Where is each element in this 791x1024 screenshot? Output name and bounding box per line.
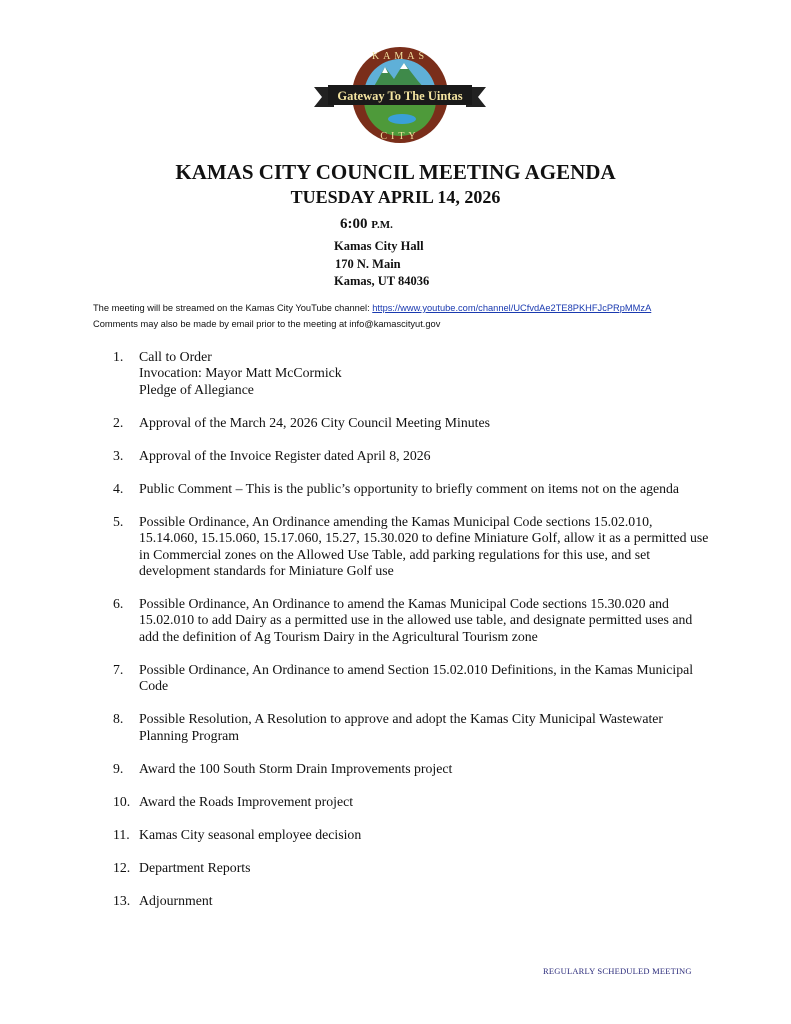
- agenda-item-line: Pledge of Allegiance: [139, 381, 254, 397]
- agenda-item: [113, 860, 713, 876]
- agenda-item: [113, 481, 713, 497]
- agenda-item-text: [139, 827, 361, 843]
- agenda-item-number: 13.: [113, 892, 131, 908]
- agenda-item-text: [139, 794, 353, 810]
- email-note: Comments may also be made by email prior to the meeting at info@kamascityut.gov: [93, 319, 441, 329]
- agenda-item: [113, 662, 713, 695]
- agenda-item-text: [139, 415, 490, 431]
- agenda-item-text: [139, 711, 713, 744]
- agenda-item-line: Possible Resolution, A Resolution to approve and adopt the Kamas City Municipal Wastewater Planning Program: [139, 711, 663, 743]
- logo-bottom-text: CITY: [380, 131, 420, 142]
- agenda-item: [113, 893, 713, 909]
- stream-text: The meeting will be streamed on the Kamas City YouTube channel:: [93, 303, 373, 313]
- agenda-item-line: Possible Ordinance, An Ordinance to amend Section 15.02.010 Definitions, in the Kamas Municipal Code: [139, 661, 694, 694]
- agenda-item-line: Kamas City seasonal employee decision: [139, 826, 362, 842]
- logo-top-text: KAMAS: [371, 51, 429, 62]
- agenda-item-text: [139, 860, 251, 876]
- agenda-item-text: [139, 349, 342, 398]
- agenda-item-line: Call to Order: [139, 349, 212, 364]
- agenda-item: [113, 596, 713, 645]
- agenda-item-line: Award the 100 South Storm Drain Improvements project: [139, 760, 453, 776]
- street-address: 170 N. Main: [335, 256, 401, 271]
- agenda-item-line: Invocation: Mayor Matt McCormick: [139, 365, 342, 381]
- agenda-item: [113, 448, 713, 464]
- city-state-zip: Kamas, UT 84036: [334, 274, 430, 288]
- agenda-item-text: [139, 662, 713, 695]
- agenda-item: [113, 827, 713, 843]
- agenda-item-number: 6.: [113, 596, 124, 612]
- kamas-city-logo: [310, 45, 490, 145]
- agenda-item-line: Award the Roads Improvement project: [139, 793, 354, 809]
- youtube-link[interactable]: https://www.youtube.com/channel/UCfvdAe2TE8PKHFJcPRpMMzA: [372, 303, 652, 313]
- meeting-address: [334, 238, 429, 291]
- agenda-item-number: 1.: [113, 349, 124, 364]
- time-value: 6:00: [340, 216, 368, 232]
- page-title: KAMAS CITY COUNCIL MEETING AGENDA: [175, 160, 616, 184]
- agenda-item-text: [139, 893, 213, 909]
- meeting-date: TUESDAY APRIL 14, 2026: [290, 187, 501, 207]
- agenda-item-number: 10.: [113, 793, 131, 809]
- agenda-item-number: 12.: [113, 859, 131, 875]
- footer-label: REGULARLY SCHEDULED MEETING: [543, 966, 692, 976]
- agenda-item-line: Approval of the Invoice Register dated April 8, 2026: [139, 447, 431, 463]
- agenda-item-line: Public Comment – This is the public’s opportunity to briefly comment on items not on the agenda: [139, 480, 680, 496]
- agenda-item: [113, 761, 713, 777]
- agenda-item-number: 2.: [113, 414, 124, 430]
- meeting-notes: [93, 300, 651, 332]
- agenda-item-number: 7.: [113, 661, 124, 677]
- agenda-item: [113, 349, 713, 398]
- agenda-item-number: 9.: [113, 760, 124, 776]
- agenda-item-number: 5.: [113, 513, 124, 529]
- agenda-item-text: [139, 481, 679, 497]
- agenda-item-text: [139, 514, 713, 580]
- agenda-item-line: Department Reports: [139, 859, 251, 875]
- location-name: Kamas City Hall: [334, 239, 424, 253]
- agenda-item-number: 8.: [113, 711, 124, 727]
- agenda-item-number: 3.: [113, 447, 124, 463]
- agenda-item-line: Approval of the March 24, 2026 City Council Meeting Minutes: [139, 414, 491, 430]
- agenda-item-line: Possible Ordinance, An Ordinance amending the Kamas Municipal Code sections 15.02.010, 15.14.060, 15.15.060, 15.17.060, 15.27, 15.30.020 to define Miniature Golf, allow it as a permitted use in Commercial zones on the Allowed Use Table, add parking regulations for this use, and set development standards for Miniature Golf use: [139, 513, 709, 579]
- agenda-item: [113, 794, 713, 810]
- agenda-list: [113, 349, 713, 926]
- agenda-item: [113, 514, 713, 580]
- agenda-item: [113, 415, 713, 431]
- agenda-item-number: 11.: [113, 826, 130, 842]
- logo-ribbon-text: Gateway To The Uintas: [337, 89, 463, 103]
- agenda-item-text: [139, 761, 452, 777]
- agenda-item-line: Adjournment: [139, 892, 213, 908]
- agenda-item-text: [139, 448, 431, 464]
- meeting-time: [340, 216, 393, 233]
- agenda-item-number: 4.: [113, 480, 124, 496]
- agenda-item-text: [139, 596, 713, 645]
- agenda-item: [113, 711, 713, 744]
- time-suffix: P.M.: [371, 219, 393, 231]
- agenda-item-line: Possible Ordinance, An Ordinance to amend the Kamas Municipal Code sections 15.30.020 and 15.02.010 to add Dairy as a permitted use in the allowed use table, and designate permitted uses and add the definition of Ag Tourism Dairy in the Agricultural Tourism zone: [139, 596, 693, 644]
